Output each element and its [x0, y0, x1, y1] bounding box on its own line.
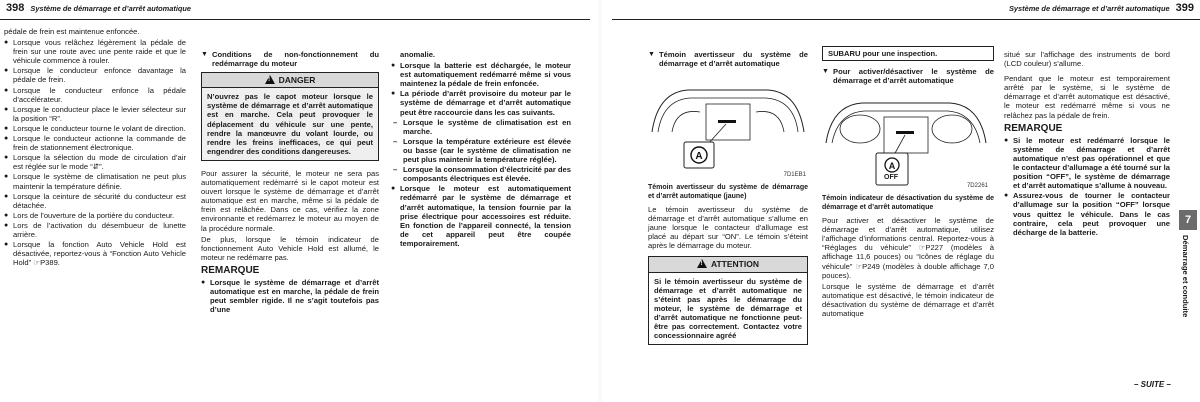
remarque-heading: REMARQUE [1004, 122, 1063, 134]
warning-lamp-heading: ▼ Témoin avertisseur du système de démarrage et d’arrêt automatique [648, 50, 808, 68]
chapter-tab: 7 [1179, 210, 1197, 230]
instrument-cluster-illustration [648, 72, 808, 182]
attention-box [648, 256, 808, 345]
left-col-1 [4, 27, 186, 268]
warning-triangle-icon [265, 75, 275, 84]
left-page-number: 398 [6, 2, 25, 14]
left-col-2 [201, 50, 379, 315]
page-gutter [598, 0, 602, 402]
figure-caption: Témoin indicateur de désactivation du système de démarrage et d’arrêt automatique [822, 195, 994, 211]
list-item: ● Lorsque la batterie est déchargée, le moteur est automatiquement redémarré même si vous maintenez la pédale de frein enfoncée. [391, 61, 571, 88]
left-header-rule [0, 19, 590, 20]
danger-text: N’ouvrez pas le capot moteur lorsque le système de démarrage et d’arrêt automatique est en marche. Cela peut provoquer le déplacement du véhicule sur une pente, rendre la manœuvre du volant lourde, ou rendre les freins inefficaces, ce qui peut engendrer des conditions dangereuses. [202, 88, 378, 160]
danger-box [201, 72, 379, 161]
list-item: ● Lorsque le conducteur enfonce la pédale d’accélérateur. [4, 86, 186, 104]
figure-warning-lamp [648, 72, 808, 182]
remarque-heading: REMARQUE [201, 264, 260, 276]
right-page-number: 399 [1175, 2, 1194, 14]
warning-triangle-icon [697, 259, 707, 268]
list-item: ● Lorsque le conducteur tourne le volant de direction. [4, 124, 186, 133]
inspection-box: SUBARU pour une inspection. [822, 46, 994, 61]
svg-text:A: A [695, 151, 703, 163]
paragraph: De plus, lorsque le témoin indicateur de fonctionnement Auto Vehicle Hold est allumé, le moteur ne redémarre pas. [201, 234, 379, 262]
right-page [604, 0, 1200, 402]
list-item: ● Lorsque vous relâchez légèrement la pédale de frein sur une route avec une pente raide et que le véhicule commence à rouler. [4, 38, 186, 65]
right-header-title: Système de démarrage et d’arrêt automatique [1008, 4, 1170, 13]
attention-title: !ATTENTION [649, 257, 807, 272]
paragraph: Le témoin avertisseur du système de démarrage et d’arrêt automatique s’allume en jaune lorsque le contacteur d’allumage est placé au départ sur “ON”. Le témoin s’éteint après le démarrage du moteur. [648, 205, 808, 251]
off-label: OFF [884, 174, 898, 182]
right-col-2 [822, 46, 994, 320]
dash-item: – Lorsque la température extérieure est élevée ou basse (car le système de climatisation ne peut plus maintenir la température réglée). [391, 137, 571, 164]
left-page [0, 0, 596, 402]
dash-item: – Lorsque la consommation d’électricité par des composants électriques est élevée. [391, 165, 571, 183]
list-item: ● Lors de l’activation du désembueur de lunette arrière. [4, 221, 186, 239]
left-header-title: Système de démarrage et d’arrêt automatique [30, 4, 192, 13]
continued-text: anomalie. [400, 50, 436, 59]
paragraph: Lorsque le système de démarrage et d’arrêt automatique est désactivé, le témoin indicateur de désactivation du système de démarrage et d’arrêt automatique [822, 281, 994, 319]
instrument-cluster-off-illustration [822, 89, 990, 193]
list-item: ● Si le moteur est redémarré lorsque le système de démarrage et d’arrêt automatique n’est pas opérationnel et que le contacteur d’allumage a été tourné sur la position “OFF”, le système de démarrage et d’arrêt automatique s’allume à nouveau. [1004, 136, 1170, 191]
attention-text: Si le témoin avertisseur du système de démarrage et d’arrêt automatique ne s’éteint pas après le démarrage du moteur, le système de démarrage et d’arrêt automatique ne fonctionne peut-être pas correctement. Contactez votre concessionnaire agréé [654, 276, 802, 341]
list-item: ● Lorsque le moteur est automatiquement redémarré par le système de démarrage et d’arrêt automatique, la tension fournie par la prise électrique pour accessoires est réduite. En fonction de l’appareil connecté, la tension de cet appareil peut être coupée temporairement. [391, 184, 571, 248]
list-item: ● Lorsque la fonction Auto Vehicle Hold est désactivée, reportez-vous à “Fonction Auto Vehicle Hold” ☞P389. [4, 240, 186, 267]
left-col1-intro: pédale de frein est maintenue enfoncée. [4, 27, 140, 36]
figure-code: 7D2261 [966, 183, 988, 190]
list-item: ● Lorsque le conducteur place le levier sélecteur sur la position “R”. [4, 105, 186, 123]
right-header-rule [612, 19, 1200, 20]
figure-caption: Témoin avertisseur du système de démarrage et d’arrêt automatique (jaune) [648, 184, 808, 200]
list-item: ● Lorsque le conducteur enfonce davantage la pédale de frein. [4, 66, 186, 84]
list-item: ● Lorsque le conducteur actionne la commande de frein de stationnement électronique. [4, 134, 186, 152]
suite-marker: – SUITE – [1134, 380, 1171, 389]
figure-code: 7D1EB1 [783, 172, 806, 179]
toggle-heading: ▼ Pour activer/désactiver le système de démarrage et d’arrêt automatique [822, 67, 994, 85]
list-item: ● Assurez-vous de tourner le contacteur d’allumage sur la position “OFF” lorsque vous quittez le véhicule. Dans le cas contraire, cela peut provoquer une décharge de la batterie. [1004, 191, 1170, 236]
right-col-1 [648, 50, 808, 345]
list-item: ● Lorsque la sélection du mode de circulation d’air est réglée sur le mode “⇵”. [4, 153, 186, 171]
left-page-header [2, 4, 191, 13]
dash-item: – Lorsque le système de climatisation est en marche. [391, 118, 571, 136]
right-page-header [1009, 4, 1198, 13]
list-item: ● Lorsque le système de climatisation ne peut plus maintenir la température définie. [4, 172, 186, 190]
left-col-3 [391, 50, 571, 249]
paragraph: Pendant que le moteur est temporairement arrêté par le système, si le système de démarrage et d’arrêt automatique est désactivé, le moteur est redémarré même si vous ne relâchez pas la pédale de frein. [1004, 74, 1170, 120]
paragraph: situé sur l’affichage des instruments de bord (LCD couleur) s’allume. [1004, 50, 1170, 69]
non-restart-heading: ▼ Conditions de non-fonctionnement du redémarrage du moteur [201, 50, 379, 68]
list-item: ● Lorsque le système de démarrage et d’arrêt automatique est en marche, la pédale de frein peut sembler rigide. Il ne s’agit toutefois pas d’une [201, 278, 379, 314]
list-item: ● Lorsque la ceinture de sécurité du conducteur est détachée. [4, 192, 186, 210]
danger-title: !DANGER [202, 73, 378, 88]
paragraph: Pour assurer la sécurité, le moteur ne sera pas automatiquement redémarré si le capot moteur est ouvert lorsque le système de démarrage et d’arrêt automatique est en marche, même si la pédale de frein est relâchée. Dans ce cas, vérifiez la zone environnante et redémarrez le moteur au moyen de la procédure normale. [201, 168, 379, 233]
right-col-3 [1004, 50, 1170, 238]
figure-off-indicator [822, 89, 990, 193]
chapter-side-label: Démarrage et conduite [1181, 235, 1191, 318]
paragraph: Pour activer et désactiver le système de démarrage et d’arrêt automatique, utilisez l’affichage d’informations central. Reportez-vous à “Réglages du véhicule” ☞P227 (modèles à affichage 11,6 pouces) ou “Icônes de réglage du véhicule” ☞P249 (modèles à double affichage 7,0 pouces). [822, 216, 994, 280]
list-item: ● La période d’arrêt provisoire du moteur par le système de démarrage et d’arrêt automatique peut être raccourcie dans les cas suivants. [391, 89, 571, 116]
list-item: ● Lors de l’ouverture de la portière du conducteur. [4, 211, 186, 220]
svg-text:A: A [888, 161, 896, 172]
